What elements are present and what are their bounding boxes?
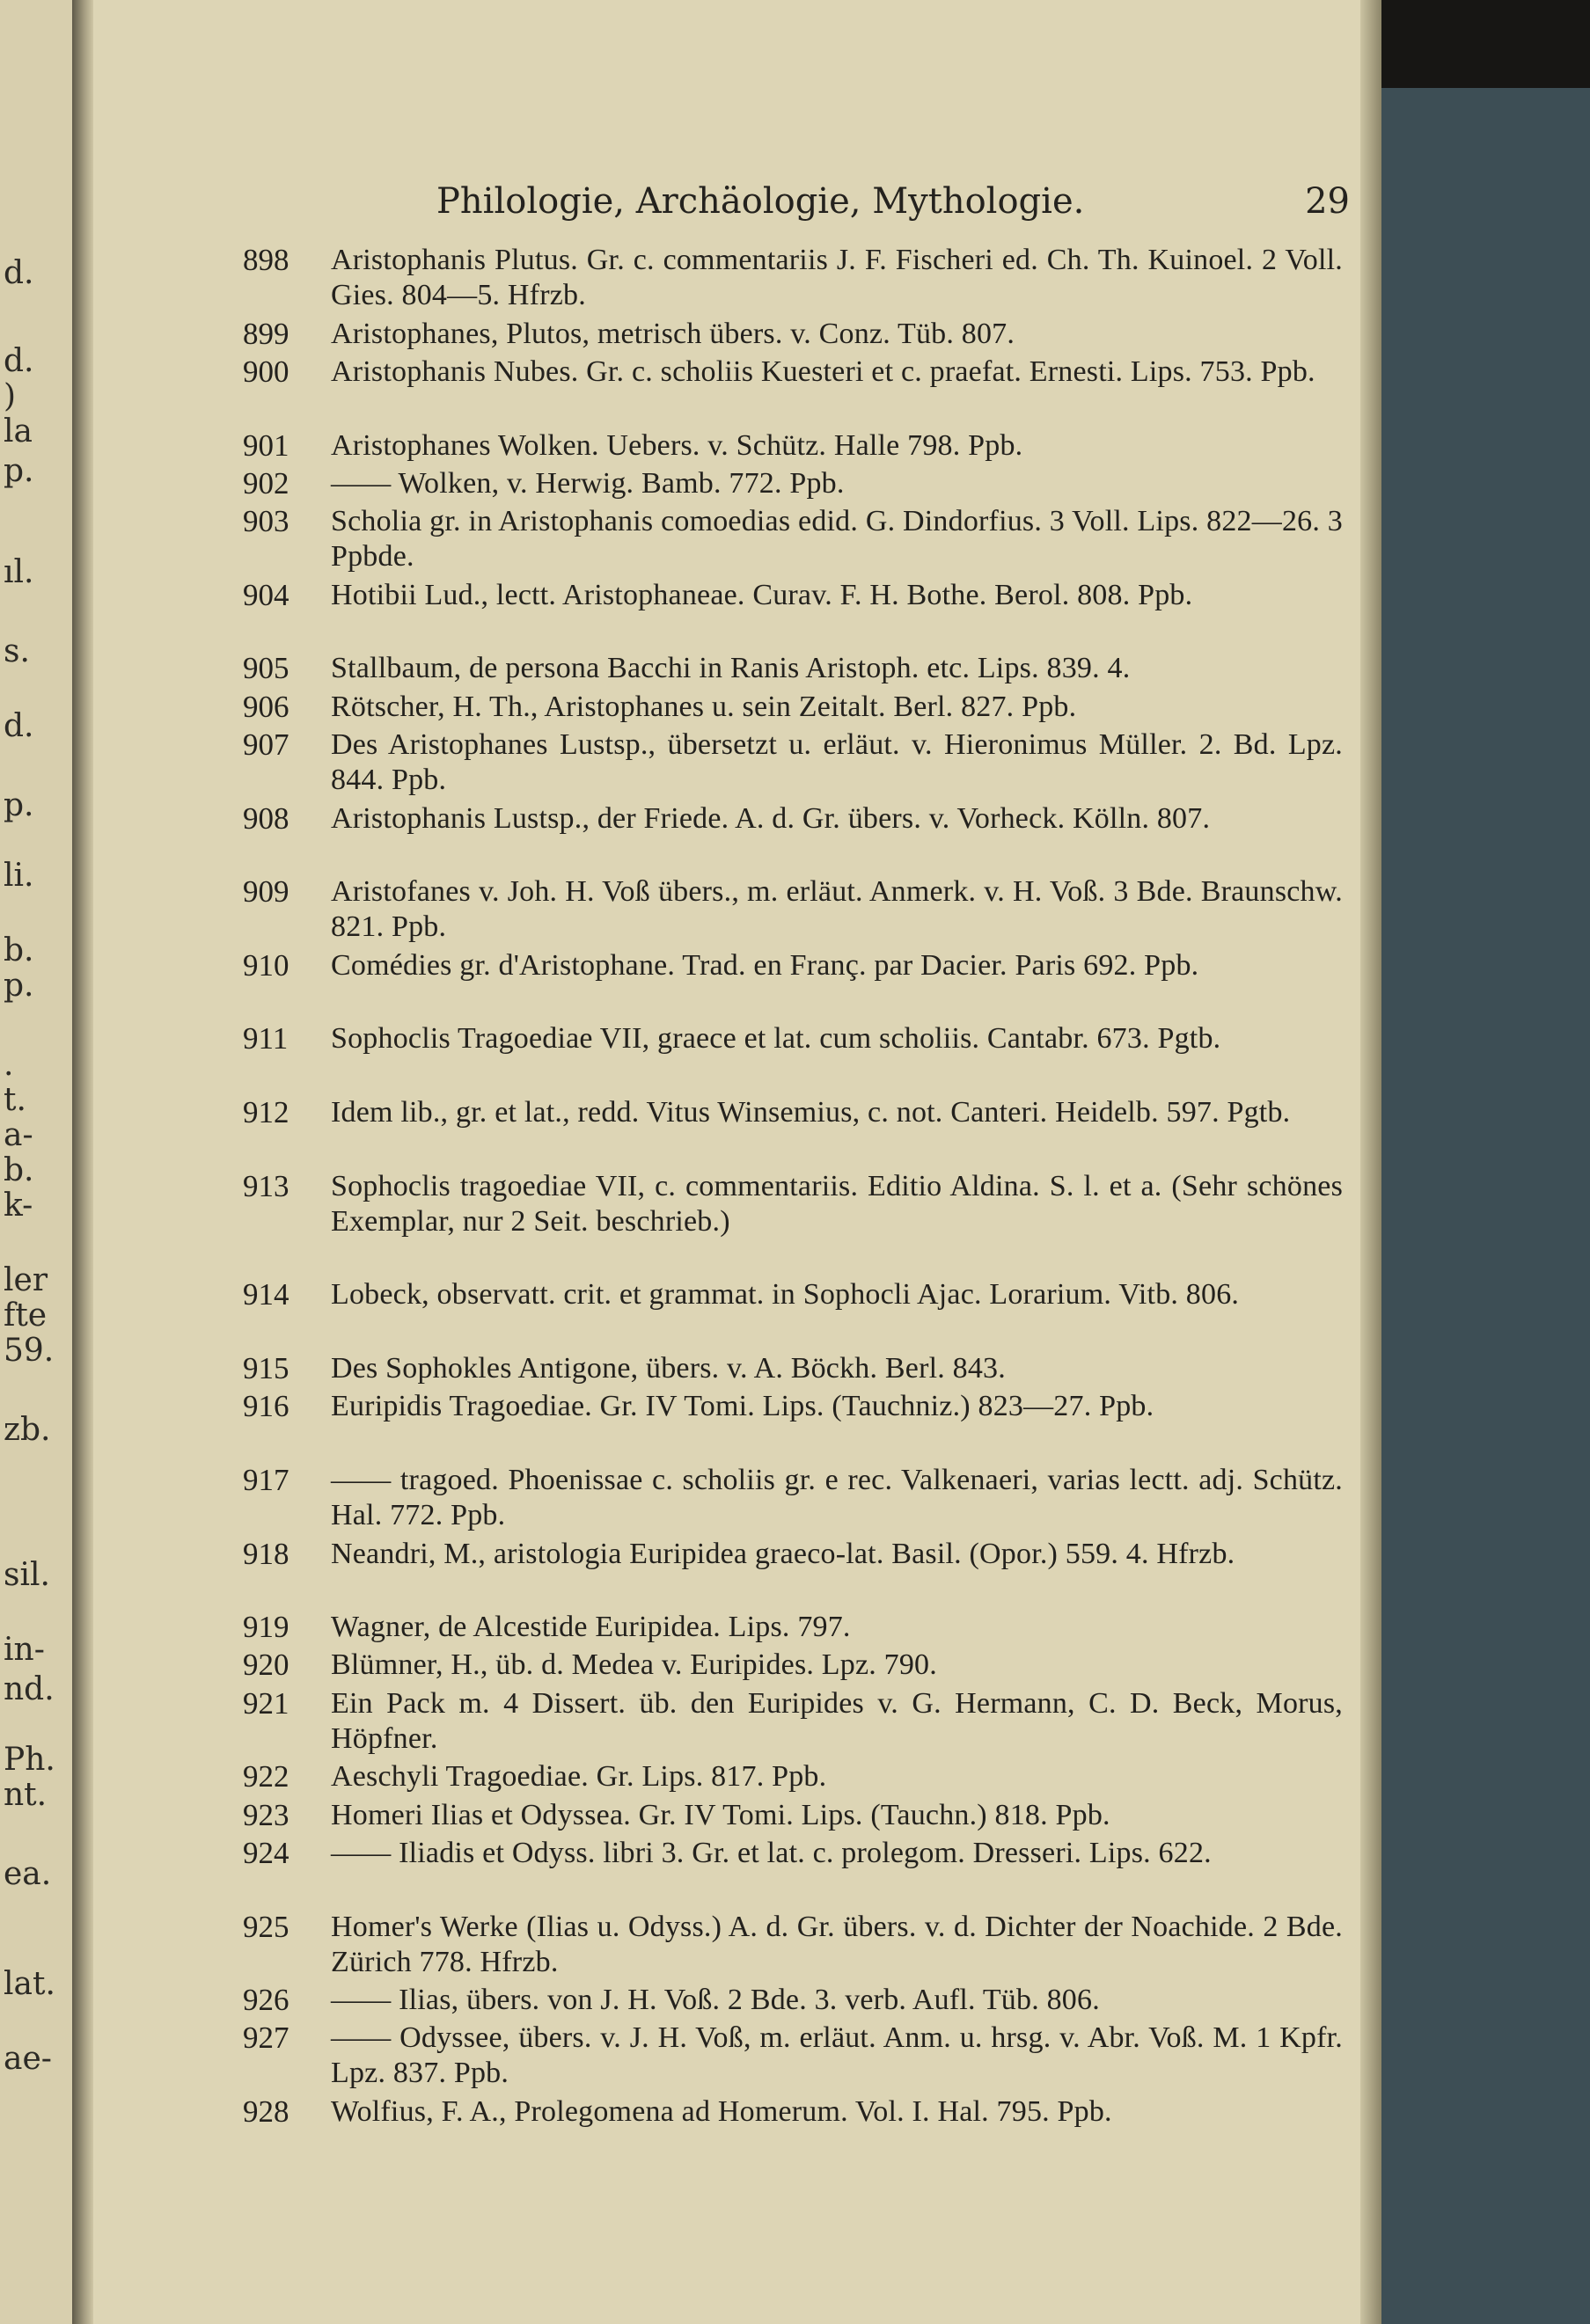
entry-number: 917 <box>243 1462 289 1497</box>
entry-number: 904 <box>243 577 289 612</box>
entry-text: Aeschyli Tragoediae. Gr. Lips. 817. Ppb. <box>331 1760 827 1794</box>
entry-number: 926 <box>243 1983 289 2018</box>
margin-fragment: 59. <box>4 1333 55 1369</box>
margin-fragment: p. <box>4 787 34 823</box>
entry-number: 920 <box>243 1648 289 1683</box>
entry-text: Aristophanis Lustsp., der Friede. A. d. Gr. übers. v. Vorheck. Kölln. 807. <box>331 801 1211 835</box>
entry-text: Stallbaum, de persona Bacchi in Ranis Aristoph. etc. Lips. 839. 4. <box>331 652 1131 685</box>
entry-number: 916 <box>243 1389 289 1424</box>
entry-number: 918 <box>243 1536 289 1571</box>
entry-text: Euripidis Tragoediae. Gr. IV Tomi. Lips. (Tauchniz.) 823—27. Ppb. <box>331 1390 1154 1423</box>
book-page <box>93 0 1360 2324</box>
entry-number: 922 <box>243 1759 289 1794</box>
entry-number: 898 <box>243 243 289 277</box>
margin-fragment: ea. <box>4 1856 52 1892</box>
entry-number: 912 <box>243 1094 289 1129</box>
entry-number: 903 <box>243 504 289 539</box>
entry-text: Des Sophokles Antigone, übers. v. A. Böckh. Berl. 843. <box>331 1352 1006 1385</box>
entry-number: 908 <box>243 800 289 836</box>
page-number: 29 <box>1305 181 1350 222</box>
entry-text: Homeri Ilias et Odyssea. Gr. IV Tomi. Lips. (Tauchn.) 818. Ppb. <box>331 1798 1110 1831</box>
entry-text: Idem lib., gr. et lat., redd. Vitus Winsemius, c. not. Canteri. Heidelb. 597. Pgtb. <box>331 1095 1291 1129</box>
entry-number: 905 <box>243 651 289 686</box>
entry-text: —— Wolken, v. Herwig. Bamb. 772. Ppb. <box>331 466 845 500</box>
margin-fragment: ıl. <box>4 554 34 590</box>
entry-text: Ein Pack m. 4 Dissert. üb. den Euripides v. G. Hermann, C. D. Beck, Morus, Höpfner. <box>331 1686 1343 1755</box>
entry-text: Aristophanes, Plutos, metrisch übers. v. Conz. Tüb. 807. <box>331 317 1015 350</box>
margin-fragment: fte <box>4 1297 48 1334</box>
margin-fragment: la <box>4 413 33 449</box>
entry-number: 902 <box>243 465 289 501</box>
entry-number: 910 <box>243 947 289 983</box>
margin-fragment: ) <box>4 378 17 414</box>
entry-text: Aristophanis Plutus. Gr. c. commentariis J. F. Fischeri ed. Ch. Th. Kuinoel. 2 Voll. Gies. 804—5. Hfrzb. <box>331 244 1343 311</box>
entry-number: 911 <box>243 1021 289 1056</box>
entry-text: —— Iliadis et Odyss. libri 3. Gr. et lat. c. prolegom. Dresseri. Lips. 622. <box>331 1836 1212 1869</box>
entry-text: Wagner, de Alcestide Euripidea. Lips. 797. <box>331 1611 851 1644</box>
entry-number: 921 <box>243 1685 289 1721</box>
margin-fragment: lat. <box>4 1966 55 2002</box>
previous-page-margin <box>0 0 72 2324</box>
entry-number: 919 <box>243 1610 289 1645</box>
entry-text: Aristophanes Wolken. Uebers. v. Schütz. Halle 798. Ppb. <box>331 428 1023 462</box>
margin-fragment: ae- <box>4 2041 52 2077</box>
entry-text: Lobeck, observatt. crit. et grammat. in Sophocli Ajac. Lorarium. Vitb. 806. <box>331 1278 1240 1312</box>
margin-fragment: k- <box>4 1188 33 1224</box>
entry-text: Aristofanes v. Joh. H. Voß übers., m. erläut. Anmerk. v. H. Voß. 3 Bde. Braunschw. 821. Ppb. <box>331 875 1343 944</box>
entry-number: 900 <box>243 354 289 389</box>
entry-number: 914 <box>243 1277 289 1312</box>
entry-text: Hotibii Lud., lectt. Aristophaneae. Curav. F. H. Bothe. Berol. 808. Ppb. <box>331 578 1193 611</box>
entry-text: Des Aristophanes Lustsp., übersetzt u. erläut. v. Hieronimus Müller. 2. Bd. Lpz. 844. Ppb. <box>331 727 1343 796</box>
margin-fragment: li. <box>4 858 34 894</box>
book-cover <box>1381 88 1590 2324</box>
entry-text: Neandri, M., aristologia Euripidea graeco-lat. Basil. (Opor.) 559. 4. Hfrzb. <box>331 1537 1235 1570</box>
margin-fragment: b. <box>4 1152 34 1188</box>
entry-number: 913 <box>243 1168 289 1203</box>
entry-text: Homer's Werke (Ilias u. Odyss.) A. d. Gr. übers. v. d. Dichter der Noachide. 2 Bde. Zürich 778. Hfrzb. <box>331 1910 1343 1978</box>
margin-fragment: p. <box>4 968 34 1004</box>
entry-number: 923 <box>243 1797 289 1832</box>
entry-text: —— Ilias, übers. von J. H. Voß. 2 Bde. 3. verb. Aufl. Tüb. 806. <box>331 1984 1100 2017</box>
entry-text: Aristophanis Nubes. Gr. c. scholiis Kuesteri et c. praefat. Ernesti. Lips. 753. Ppb. <box>331 354 1315 388</box>
entry-text: Wolfius, F. A., Prolegomena ad Homerum. Vol. I. Hal. 795. Ppb. <box>331 2095 1112 2128</box>
margin-fragment: t. <box>4 1082 26 1118</box>
book-gutter <box>72 0 93 2324</box>
margin-fragment: sil. <box>4 1557 50 1593</box>
entry-text: Sophoclis Tragoediae VII, graece et lat. cum scholiis. Cantabr. 673. Pgtb. <box>331 1022 1221 1056</box>
margin-fragment: ler <box>4 1262 48 1298</box>
margin-fragment: nt. <box>4 1777 48 1813</box>
margin-fragment: Ph. <box>4 1742 55 1778</box>
margin-fragment: d. <box>4 708 34 744</box>
entry-number: 906 <box>243 689 289 724</box>
entry-number: 901 <box>243 428 289 463</box>
entry-text: Rötscher, H. Th., Aristophanes u. sein Zeitalt. Berl. 827. Ppb. <box>331 690 1077 723</box>
running-header: Philologie, Archäologie, Mythologie. <box>436 181 1085 222</box>
entry-number: 927 <box>243 2021 289 2056</box>
margin-fragment: s. <box>4 633 30 669</box>
margin-fragment: in- <box>4 1632 45 1668</box>
margin-fragment: b. <box>4 932 34 968</box>
entry-text: —— Odyssee, übers. v. J. H. Voß, m. erläut. Anm. u. hrsg. v. Abr. Voß. M. 1 Kpfr. Lpz. 837. Ppb. <box>331 2021 1343 2090</box>
background-top <box>1381 0 1590 88</box>
margin-fragment: d. <box>4 255 34 291</box>
entry-text: Sophoclis tragoediae VII, c. commentariis. Editio Aldina. S. l. et a. (Sehr schönes Exemplar, nur 2 Seit. beschrieb.) <box>331 1169 1343 1238</box>
margin-fragment: . <box>4 1047 14 1083</box>
entry-number: 925 <box>243 1909 289 1944</box>
entry-text: —— tragoed. Phoenissae c. scholiis gr. e rec. Valkenaeri, varias lectt. adj. Schütz. Hal. 772. Ppb. <box>331 1463 1343 1531</box>
entry-text: Comédies gr. d'Aristophane. Trad. en Franç. par Dacier. Paris 692. Ppb. <box>331 948 1199 982</box>
margin-fragment: d. <box>4 343 34 379</box>
entry-text: Scholia gr. in Aristophanis comoedias edid. G. Dindorfius. 3 Voll. Lips. 822—26. 3 Ppbde. <box>331 505 1343 574</box>
entry-number: 915 <box>243 1351 289 1385</box>
entry-number: 899 <box>243 316 289 351</box>
margin-fragment: p. <box>4 453 34 489</box>
entry-number: 907 <box>243 727 289 762</box>
margin-fragment: nd. <box>4 1671 55 1707</box>
page-edge <box>1360 0 1381 2324</box>
entry-number: 924 <box>243 1835 289 1870</box>
entry-number: 928 <box>243 2094 289 2129</box>
margin-fragment: zb. <box>4 1412 51 1448</box>
entry-text: Blümner, H., üb. d. Medea v. Euripides. Lpz. 790. <box>331 1648 937 1682</box>
margin-fragment: a- <box>4 1117 33 1153</box>
entry-number: 909 <box>243 874 289 910</box>
